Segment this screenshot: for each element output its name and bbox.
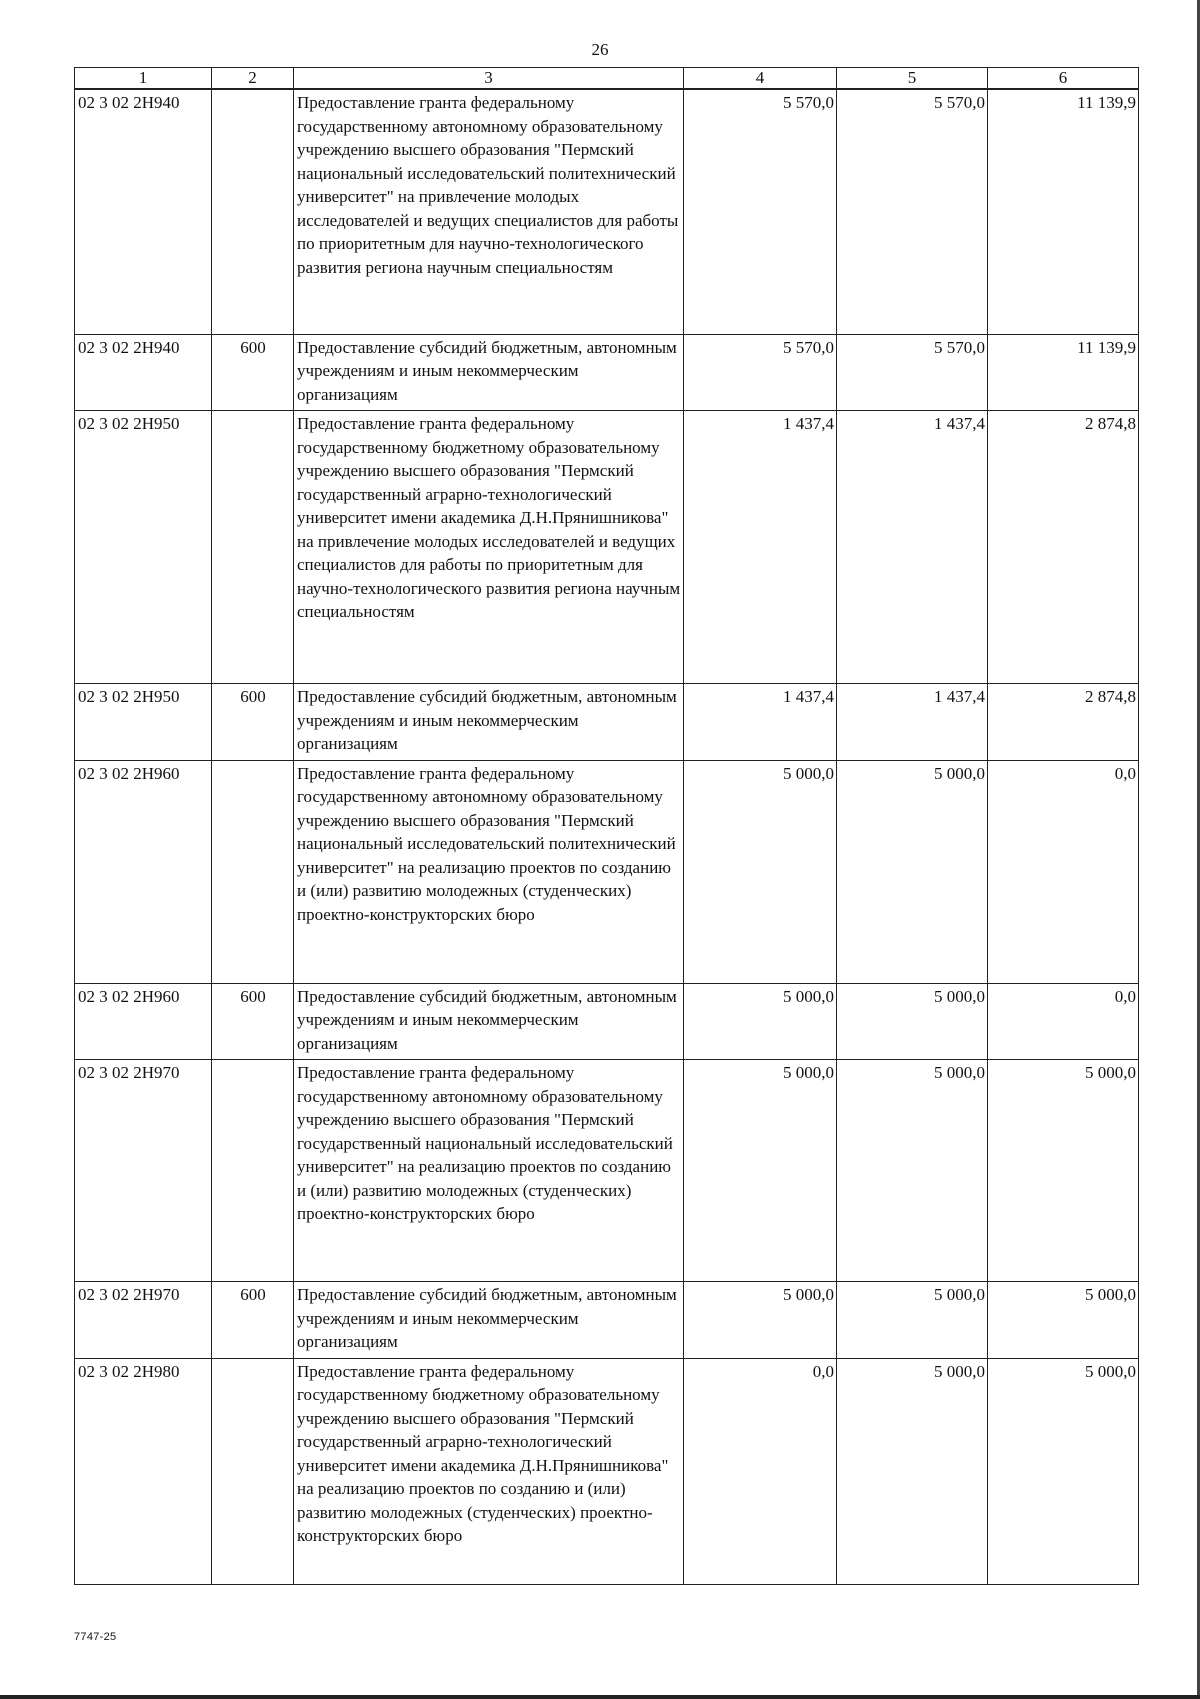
row-value-6: 0,0 [988,760,1139,983]
row-value-4: 5 000,0 [684,1282,837,1359]
row-code: 02 3 02 2Н960 [75,760,212,983]
row-value-5: 5 570,0 [837,89,988,334]
row-value-5: 5 570,0 [837,334,988,411]
row-value-6: 11 139,9 [988,334,1139,411]
column-header-6: 6 [988,68,1139,90]
column-header-3: 3 [294,68,684,90]
column-header-4: 4 [684,68,837,90]
table-row [75,1282,1139,1359]
row-description: Предоставление гранта федеральному государственному автономному образовательному учреждению высшего образования "Пермский национальный исследовательский политехнический университет" на реализацию проектов по созданию и (или) развитию молодежных (студенческих) проектно-конструкторских бюро [294,760,684,983]
row-expense-type: 600 [212,334,294,411]
row-code: 02 3 02 2Н960 [75,983,212,1060]
row-description: Предоставление субсидий бюджетным, автономным учреждениям и иным некоммерческим организациям [294,684,684,761]
row-value-4: 5 570,0 [684,334,837,411]
row-code: 02 3 02 2Н950 [75,411,212,684]
row-value-5: 5 000,0 [837,1060,988,1282]
row-code: 02 3 02 2Н940 [75,334,212,411]
row-value-5: 5 000,0 [837,1358,988,1584]
column-header-2: 2 [212,68,294,90]
row-code: 02 3 02 2Н970 [75,1282,212,1359]
table-row [75,684,1139,761]
row-value-4: 5 000,0 [684,1060,837,1282]
document-id: 7747-25 [74,1631,117,1643]
row-value-6: 2 874,8 [988,411,1139,684]
row-value-6: 2 874,8 [988,684,1139,761]
row-value-6: 5 000,0 [988,1282,1139,1359]
page-number: 26 [591,40,609,59]
row-value-6: 11 139,9 [988,89,1139,334]
row-value-5: 5 000,0 [837,760,988,983]
row-description: Предоставление гранта федеральному государственному автономному образовательному учреждению высшего образования "Пермский национальный исследовательский политехнический университет" на привлечение молодых исследователей и ведущих специалистов для работы по приоритетным для научно-технологического развития региона научным специальностям [294,89,684,334]
row-code: 02 3 02 2Н980 [75,1358,212,1584]
row-expense-type [212,760,294,983]
row-code: 02 3 02 2Н950 [75,684,212,761]
row-expense-type: 600 [212,983,294,1060]
row-value-4: 5 000,0 [684,760,837,983]
row-description: Предоставление гранта федеральному государственному автономному образовательному учреждению высшего образования "Пермский государственный национальный исследовательский университет" на реализацию проектов по созданию и (или) развитию молодежных (студенческих) проектно-конструкторских бюро [294,1060,684,1282]
table-row [75,760,1139,983]
table-row [75,411,1139,684]
row-value-6: 5 000,0 [988,1060,1139,1282]
row-value-6: 5 000,0 [988,1358,1139,1584]
row-value-4: 5 000,0 [684,983,837,1060]
budget-table [74,67,1139,1585]
scan-edge-bottom [0,1695,1200,1699]
column-header-5: 5 [837,68,988,90]
row-value-6: 0,0 [988,983,1139,1060]
table-row [75,334,1139,411]
row-value-5: 5 000,0 [837,983,988,1060]
table-row [75,983,1139,1060]
row-expense-type [212,89,294,334]
row-expense-type: 600 [212,684,294,761]
row-value-4: 1 437,4 [684,684,837,761]
row-expense-type [212,1358,294,1584]
row-value-4: 0,0 [684,1358,837,1584]
row-value-5: 1 437,4 [837,411,988,684]
table-row [75,1060,1139,1282]
row-expense-type [212,1060,294,1282]
row-value-5: 5 000,0 [837,1282,988,1359]
row-code: 02 3 02 2Н940 [75,89,212,334]
row-expense-type: 600 [212,1282,294,1359]
row-description: Предоставление гранта федеральному государственному бюджетному образовательному учреждению высшего образования "Пермский государственный аграрно-технологический университет имени академика Д.Н.Прянишникова" на привлечение молодых исследователей и ведущих специалистов для работы по приоритетным для научно-технологического развития региона научным специальностям [294,411,684,684]
row-description: Предоставление субсидий бюджетным, автономным учреждениям и иным некоммерческим организациям [294,983,684,1060]
row-expense-type [212,411,294,684]
row-description: Предоставление гранта федеральному государственному бюджетному образовательному учреждению высшего образования "Пермский государственный аграрно-технологический университет имени академика Д.Н.Прянишникова" на реализацию проектов по созданию и (или) развитию молодежных (студенческих) проектно-конструкторских бюро [294,1358,684,1584]
row-value-4: 5 570,0 [684,89,837,334]
row-value-5: 1 437,4 [837,684,988,761]
table-row [75,89,1139,334]
header-row [75,68,1139,90]
row-value-4: 1 437,4 [684,411,837,684]
row-description: Предоставление субсидий бюджетным, автономным учреждениям и иным некоммерческим организациям [294,1282,684,1359]
row-code: 02 3 02 2Н970 [75,1060,212,1282]
column-header-1: 1 [75,68,212,90]
table-row [75,1358,1139,1584]
row-description: Предоставление субсидий бюджетным, автономным учреждениям и иным некоммерческим организациям [294,334,684,411]
